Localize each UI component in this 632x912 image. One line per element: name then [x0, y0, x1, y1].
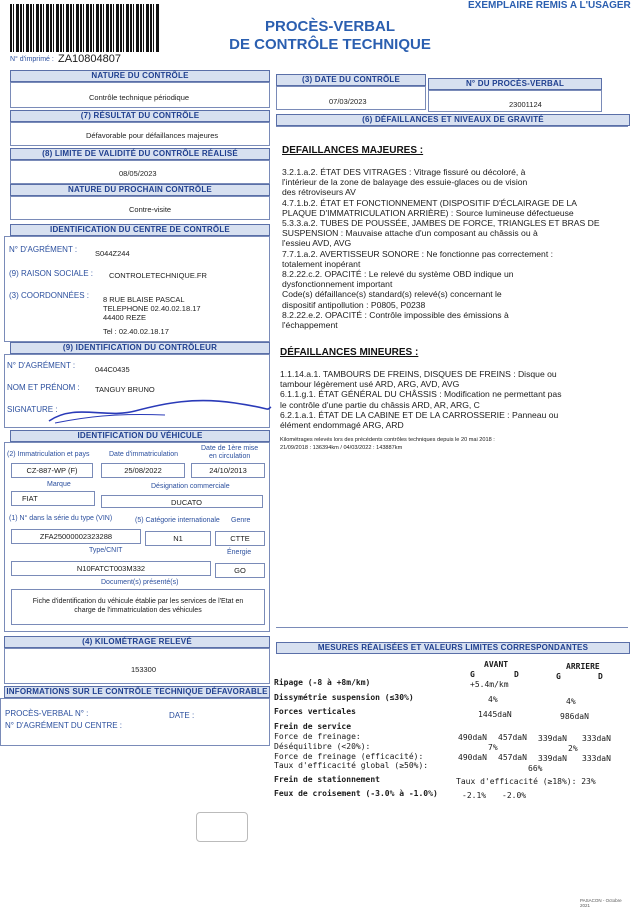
prochain-header: NATURE DU PROCHAIN CONTRÔLE — [10, 184, 270, 196]
date-controle-value: 07/03/2023 — [329, 97, 367, 106]
majeure-line: l'essieu AVD, AVG — [282, 238, 352, 249]
centre-tel: Tel : 02.40.02.18.17 — [103, 327, 169, 336]
ff1-av-g: 490daN — [458, 733, 487, 742]
nature-value: Contrôle technique périodique — [89, 93, 190, 102]
ff2-av-d: 457daN — [498, 753, 527, 762]
croisement-d: -2.0% — [502, 791, 527, 800]
energie-field: GO — [215, 563, 265, 578]
kilometrage-header: (4) KILOMÉTRAGE RELEVÉ — [4, 636, 270, 648]
exemplaire-label: EXEMPLAIRE REMIS A L'USAGER — [468, 0, 631, 11]
majeure-line: des rétroviseurs AV — [282, 187, 356, 198]
ff2-av-g: 490daN — [458, 753, 487, 762]
mineures-list — [280, 369, 624, 430]
controleur-signature-label: SIGNATURE : — [7, 405, 58, 414]
imprime-label: N° d'imprimé : — [10, 56, 54, 63]
controleur-nom-value: TANGUY BRUNO — [95, 385, 155, 394]
stationnement-label: Frein de stationnement — [274, 775, 380, 784]
forces-label: Forces verticales — [274, 707, 356, 716]
mineure-line: 6.2.1.a.1. ÉTAT DE LA CABINE ET DE LA CARROSSERIE : Panneau ou — [280, 409, 559, 420]
defaillances-header: (6) DÉFAILLANCES ET NIVEAUX DE GRAVITÉ — [276, 114, 630, 126]
date-1ere-label1: Date de 1ère mise — [201, 445, 259, 452]
centre-header: IDENTIFICATION DU CENTRE DE CONTRÔLE — [10, 224, 270, 236]
vehicule-box — [4, 442, 270, 632]
genre-field: CTTE — [215, 531, 265, 546]
arriere-label: ARRIERE — [566, 662, 600, 671]
controleur-header: (9) IDENTIFICATION DU CONTRÔLEUR — [10, 342, 270, 354]
resultat-box — [10, 122, 270, 146]
defavorable-date-label: DATE : — [169, 711, 195, 720]
date-immat-field: 25/08/2022 — [101, 463, 185, 478]
ff1-ar-d: 333daN — [582, 734, 611, 743]
kilometrage-value: 153300 — [131, 665, 157, 674]
docs-label: Document(s) présenté(s) — [101, 579, 179, 586]
docs-box — [11, 589, 265, 625]
stationnement-value: Taux d'efficacité (≥18%): 23% — [456, 777, 596, 786]
title-line1: PROCÈS-VERBAL — [264, 18, 395, 35]
signature-drawing — [45, 391, 275, 427]
categorie-label: (5) Catégorie internationale — [135, 517, 220, 524]
type-field: N10FATCT003M332 — [11, 561, 211, 576]
centre-addr2: TELEPHONE 02.40.02.18.17 — [103, 304, 201, 313]
mesures-box — [276, 654, 628, 844]
ff1-av-d: 457daN — [498, 733, 527, 742]
date-1ere-label2: en circulation — [209, 453, 251, 460]
kilometrage-box — [4, 648, 270, 684]
avant-label: AVANT — [484, 660, 509, 669]
majeure-line: 3.2.1.a.2. ÉTAT DES VITRAGES : Vitrage fissuré ou décoloré, à — [282, 167, 526, 177]
majeure-line: Code(s) défaillance(s) standard(s) relevé(s) concernant le — [282, 289, 502, 300]
centre-coord-label: (3) COORDONNÉES : — [9, 291, 90, 300]
majeure-line: PLAQUE D'IMMATRICULATION ARRIÈRE) : Source lumineuse défectueuse — [282, 207, 574, 218]
immat-field: CZ-887-WP (F) — [11, 463, 93, 478]
majeure-line: 8.2.22.e.2. OPACITÉ : Contrôle impossible des émissions à — [282, 309, 509, 320]
vehicule-header: IDENTIFICATION DU VÉHICULE — [10, 430, 270, 442]
defavorable-agrement-label: N° D'AGRÉMENT DU CENTRE : — [5, 721, 123, 730]
dissym-label: Dissymétrie suspension (≤30%) — [274, 693, 414, 702]
defaillances-box — [276, 126, 628, 628]
centre-addr1: 8 RUE BLAISE PASCAL — [103, 295, 185, 304]
controleur-nom-label: NOM ET PRÉNOM : — [7, 383, 80, 392]
title-line2: DE CONTRÔLE TECHNIQUE — [229, 36, 431, 53]
avant-d: D — [514, 670, 519, 679]
centre-agrement-label: N° D'AGRÉMENT : — [9, 245, 78, 254]
docs-value2: charge de l'immatriculation des véhicules — [74, 607, 202, 614]
majeure-line: SUSPENSION : Mauvaise attache d'un composant au châssis ou à — [282, 228, 538, 239]
nature-box — [10, 82, 270, 108]
majeure-line: 4.7.1.b.2. ÉTAT ET FONCTIONNEMENT (DISPOSITIF D'ÉCLAIRAGE DE LA — [282, 197, 578, 208]
designation-label: Désignation commerciale — [151, 483, 230, 490]
deseq-ar: 2% — [568, 744, 578, 753]
mineure-line: 1.1.14.a.1. TAMBOURS DE FREINS, DISQUES DE FREINS : Disque ou — [280, 369, 557, 379]
majeures-list — [282, 167, 626, 330]
majeure-line: totalement inopérant — [282, 258, 361, 269]
defavorable-pv-label: PROCÈS-VERBAL N° : — [5, 709, 89, 718]
ripage-label: Ripage (-8 à +8m/km) — [274, 678, 371, 687]
majeure-line: 5.3.3.a.2. TUBES DE POUSSÉE, JAMBES DE FORCE, TRIANGLES ET BRAS DE — [282, 218, 600, 229]
km-note1: Kilométrages relevés lors des précédents contrôles techniques depuis le 20 mai 2018 : — [280, 437, 495, 443]
majeure-line: 7.7.1.a.2. AVERTISSEUR SONORE : Ne fonctionne pas correctement : — [282, 248, 553, 259]
resultat-value: Défavorable pour défaillances majeures — [86, 131, 219, 140]
categorie-field: N1 — [145, 531, 211, 546]
forces-ar: 986daN — [560, 712, 589, 721]
centre-box — [4, 236, 270, 342]
ff2-ar-d: 333daN — [582, 754, 611, 763]
docs-value1: Fiche d'identification du véhicule établie par les services de l'Etat en — [32, 598, 244, 605]
date-controle-header: (3) DATE DU CONTRÔLE — [276, 74, 426, 86]
footer-code: PASACON - Octobre 2021 — [580, 898, 622, 908]
vin-field: ZFA25000002323288 — [11, 529, 141, 544]
ripage-value: +5.4m/km — [470, 680, 509, 689]
date-controle-box — [276, 86, 426, 110]
vin-label: (1) N° dans la série du type (VIN) — [9, 515, 113, 522]
centre-agrement-value: S044Z244 — [95, 249, 130, 258]
forces-av: 1445daN — [478, 710, 512, 719]
force-freinage-label: Force de freinage: — [274, 732, 361, 741]
frein-service-label: Frein de service — [274, 722, 352, 731]
mineure-line: le contrôle d'une partie du châssis ARD, AR, ARG, C — [280, 399, 480, 410]
controleur-agrement-value: 044C0435 — [95, 365, 130, 374]
marque-label: Marque — [47, 481, 71, 488]
km-note2: 21/09/2018 : 136394km / 04/03/2022 : 143887km — [280, 445, 403, 451]
controleur-agrement-label: N° D'AGRÉMENT : — [7, 361, 76, 370]
immat-label: (2) Immatriculation et pays — [7, 451, 90, 458]
resultat-header: (7) RÉSULTAT DU CONTRÔLE — [10, 110, 270, 122]
dissym-ar: 4% — [566, 697, 576, 706]
majeure-line: l'intérieur de la zone de balayage des essuie-glaces ou de vision — [282, 177, 528, 188]
arriere-g: G — [556, 672, 561, 681]
avant-g: G — [470, 670, 475, 679]
taux-global-label: Taux d'efficacité global (≥50%): — [274, 761, 429, 770]
prochain-value: Contre-visite — [129, 205, 172, 214]
majeure-line: dysfonctionnement important — [282, 279, 393, 290]
date-1ere-field: 24/10/2013 — [191, 463, 265, 478]
deseq-label: Déséquilibre (<20%): — [274, 742, 371, 751]
punch-hole — [196, 812, 248, 842]
arriere-d: D — [598, 672, 603, 681]
majeure-line: 8.2.22.c.2. OPACITÉ : Le relevé du système OBD indique un — [282, 269, 514, 280]
defavorable-box — [0, 698, 270, 746]
nature-header: NATURE DU CONTRÔLE — [10, 70, 270, 82]
ff1-ar-g: 339daN — [538, 734, 567, 743]
defavorable-header: INFORMATIONS SUR LE CONTRÔLE TECHNIQUE DÉFAVORABLE — [4, 686, 270, 698]
centre-addr3: 44400 REZE — [103, 313, 146, 322]
force-eff-label: Force de freinage (efficacité): — [274, 752, 424, 761]
croisement-label: Feux de croisement (-3.0% à -1.0%) — [274, 789, 438, 798]
mineure-line: 6.1.1.g.1. ÉTAT GÉNÉRAL DU CHÂSSIS : Modification ne permettant pas — [280, 389, 562, 400]
mineure-line: tambour légèrement usé ARD, ARG, AVD, AVG — [280, 379, 460, 390]
controleur-box — [4, 354, 270, 428]
croisement-g: -2.1% — [462, 791, 487, 800]
barcode — [10, 4, 160, 52]
deseq-av: 7% — [488, 743, 498, 752]
ff2-ar-g: 339daN — [538, 754, 567, 763]
mesures-header: MESURES RÉALISÉES ET VALEURS LIMITES CORRESPONDANTES — [276, 642, 630, 654]
type-label: Type/CNIT — [89, 547, 123, 554]
centre-raison-value: CONTROLETECHNIQUE.FR — [109, 271, 207, 280]
marque-field: FIAT — [11, 491, 95, 506]
prochain-box — [10, 196, 270, 220]
limite-value: 08/05/2023 — [119, 169, 157, 178]
num-pv-header: N° DU PROCÈS-VERBAL — [428, 78, 602, 90]
num-pv-box — [428, 90, 602, 112]
dissym-av: 4% — [488, 695, 498, 704]
date-immat-label: Date d'immatriculation — [109, 451, 179, 458]
mineures-title: DÉFAILLANCES MINEURES : — [280, 347, 419, 358]
imprime-value: ZA10804807 — [58, 53, 121, 65]
limite-header: (8) LIMITE DE VALIDITÉ DU CONTRÔLE RÉALISÉ — [10, 148, 270, 160]
majeure-line: l'échappement — [282, 320, 338, 331]
taux-global-value: 66% — [528, 764, 543, 773]
centre-raison-label: (9) RAISON SOCIALE : — [9, 269, 94, 278]
genre-label: Genre — [231, 517, 251, 524]
num-pv-value: 23001124 — [509, 100, 542, 109]
mineure-line: élément endommagé ARG, ARD — [280, 420, 404, 431]
majeures-title: DEFAILLANCES MAJEURES : — [282, 145, 424, 156]
designation-field: DUCATO — [101, 495, 263, 508]
limite-box — [10, 160, 270, 184]
energie-label: Énergie — [227, 549, 252, 556]
majeure-line: dispositif antipollution : P0805, P0238 — [282, 299, 426, 310]
